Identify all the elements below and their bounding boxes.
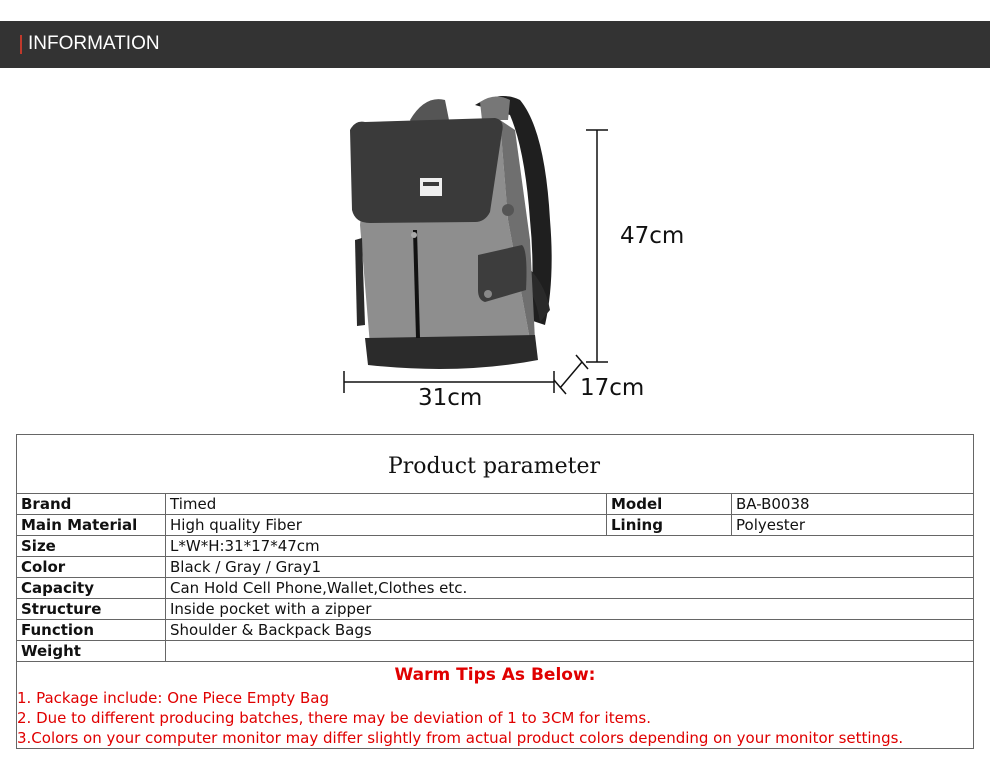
table-row: [17, 557, 974, 578]
row-label: Main Material: [17, 515, 166, 536]
header-accent-mark: [20, 35, 22, 54]
warm-tips-row: [17, 662, 974, 749]
row-value: [166, 641, 974, 662]
row-label: Function: [17, 620, 166, 641]
row-label: Brand: [17, 494, 166, 515]
table-title: Product parameter: [17, 435, 974, 494]
row-value: Inside pocket with a zipper: [166, 599, 974, 620]
row-value-2: Polyester: [732, 515, 974, 536]
row-label: Color: [17, 557, 166, 578]
row-label-2: Lining: [607, 515, 732, 536]
table-row: [17, 578, 974, 599]
row-label: Weight: [17, 641, 166, 662]
table-row: [17, 641, 974, 662]
warm-tip-item: 3.Colors on your computer monitor may differ slightly from actual product colors depending on your monitor settings.: [17, 729, 904, 747]
row-label-2: Model: [607, 494, 732, 515]
row-label: Structure: [17, 599, 166, 620]
row-value: Can Hold Cell Phone,Wallet,Clothes etc.: [166, 578, 974, 599]
row-value: Black / Gray / Gray1: [166, 557, 974, 578]
row-value: Timed: [166, 494, 607, 515]
backpack-image: [330, 90, 690, 420]
table-row: [17, 515, 974, 536]
table-row: [17, 599, 974, 620]
row-value: High quality Fiber: [166, 515, 607, 536]
row-value-2: BA-B0038: [732, 494, 974, 515]
information-header: [0, 21, 990, 68]
warm-tip-item: 2. Due to different producing batches, there may be deviation of 1 to 3CM for items.: [17, 709, 651, 727]
table-row: [17, 620, 974, 641]
width-dimension-label: 31cm: [418, 385, 483, 411]
backpack-dimension-figure: [330, 90, 690, 420]
table-row: [17, 494, 974, 515]
row-label: Size: [17, 536, 166, 557]
depth-dimension-label: 17cm: [580, 375, 645, 401]
product-parameter-table: [16, 434, 974, 749]
warm-tip-item: 1. Package include: One Piece Empty Bag: [17, 689, 329, 707]
row-value: L*W*H:31*17*47cm: [166, 536, 974, 557]
height-dimension-label: 47cm: [620, 223, 685, 249]
header-title: INFORMATION: [28, 33, 160, 54]
warm-tips-title: Warm Tips As Below:: [394, 665, 596, 685]
row-value: Shoulder & Backpack Bags: [166, 620, 974, 641]
row-label: Capacity: [17, 578, 166, 599]
table-row: [17, 536, 974, 557]
warm-tips-cell: [17, 662, 974, 749]
